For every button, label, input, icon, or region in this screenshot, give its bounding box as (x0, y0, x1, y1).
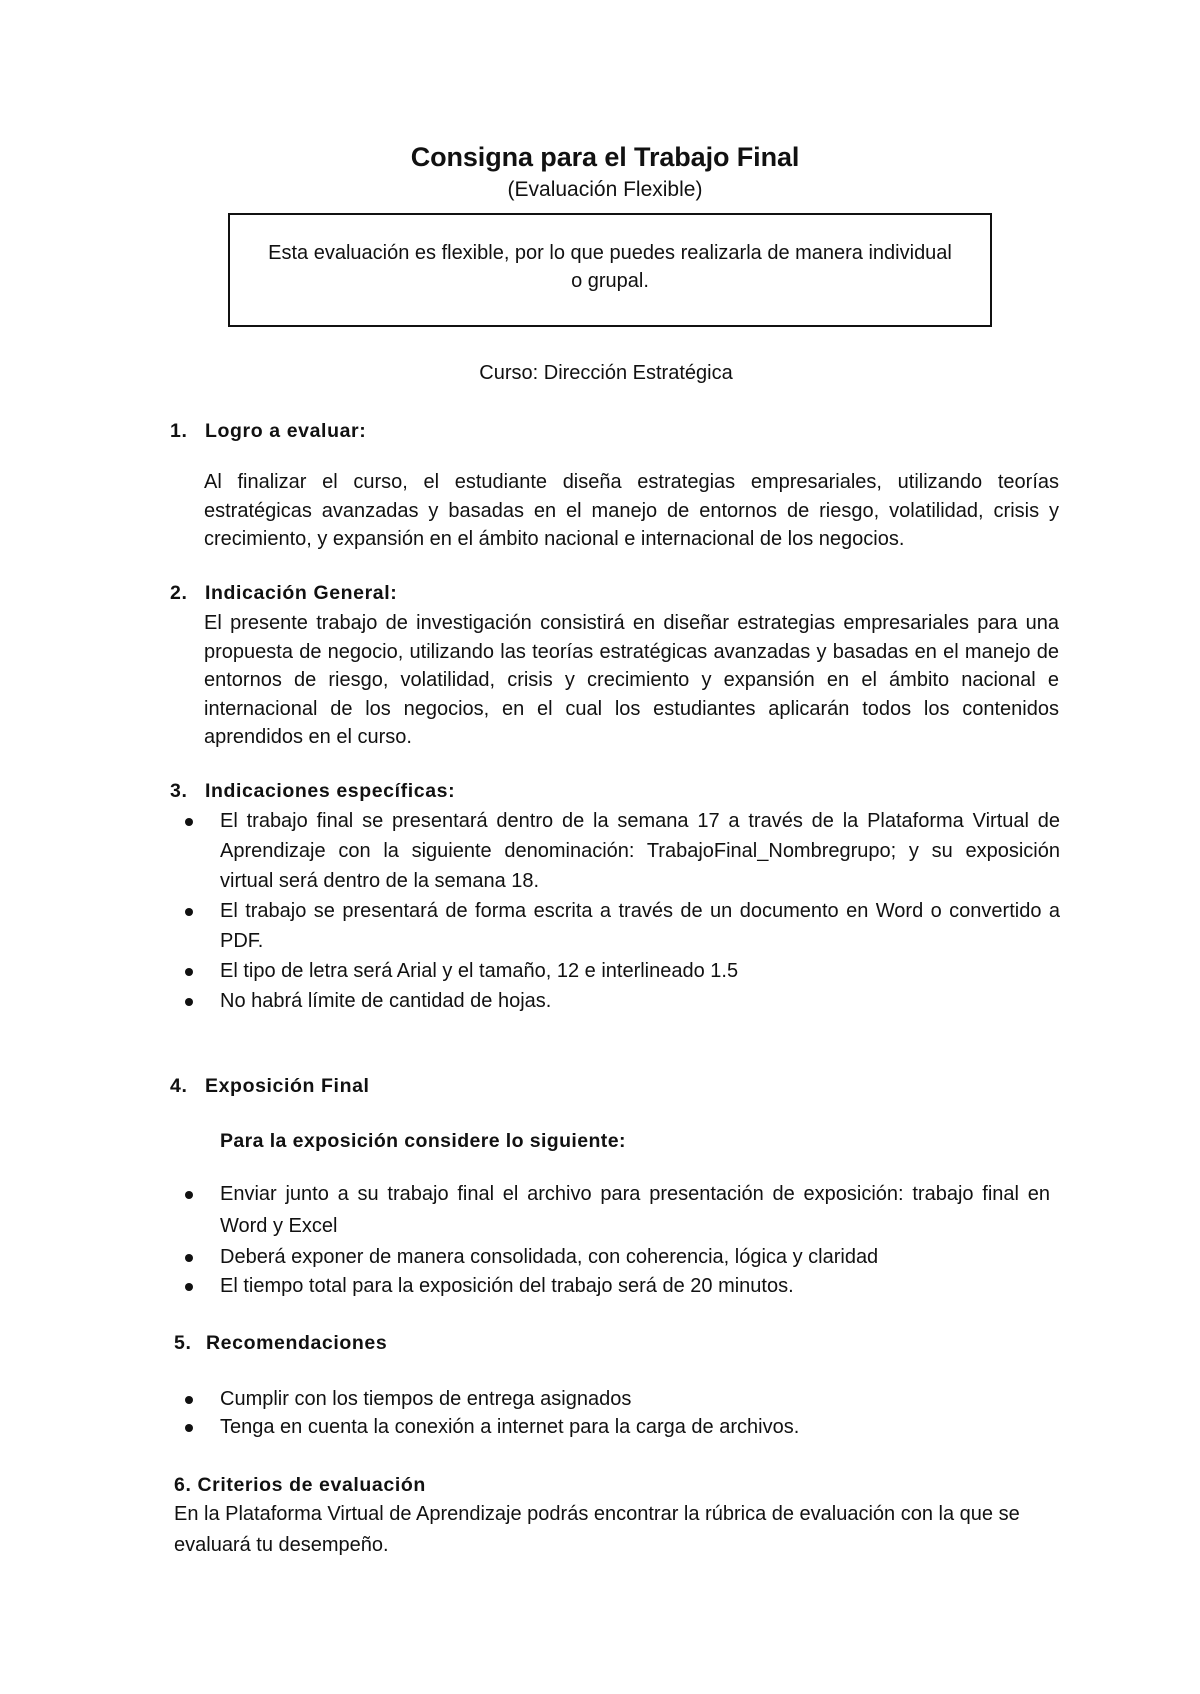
bullet-icon (185, 1254, 193, 1262)
list-item: No habrá límite de cantidad de hojas. (220, 986, 1060, 1016)
section-5-list (220, 1385, 1050, 1441)
list-item: El trabajo final se presentará dentro de la semana 17 a través de la Plataforma Virtual de Aprendizaje con la siguiente denominación: TrabajoFinal_Nombregrupo; y su exposición virtual será dentro de la semana 18. (220, 806, 1060, 896)
section-1-number: 1. (170, 420, 188, 442)
bullet-icon (185, 1424, 193, 1432)
document-title: Consigna para el Trabajo Final (410, 142, 800, 172)
list-item: El trabajo se presentará de forma escrita a través de un documento en Word o convertido a PDF. (220, 896, 1060, 956)
section-1-heading (170, 420, 366, 443)
bullet-icon (185, 1396, 193, 1404)
section-3-number: 3. (170, 780, 188, 802)
bullet-icon (185, 818, 193, 826)
section-1-title: Logro a evaluar: (205, 420, 367, 442)
section-2-heading (170, 582, 397, 605)
section-3-list (220, 806, 1060, 1016)
section-4-list (220, 1178, 1050, 1300)
section-2-body: El presente trabajo de investigación consistirá en diseñar estrategias empresariales para una propuesta de negocio, utilizando las teorías estratégicas avanzadas y basadas en el manejo de entornos de riesgo, volatilidad, crisis y crecimiento y expansión en el ámbito nacional e internacional de los negocios, en el cual los estudiantes aplicarán todos los contenidos aprendidos en el curso. (204, 612, 1059, 749)
section-2-number: 2. (170, 582, 188, 604)
section-5-number: 5. (174, 1332, 192, 1354)
bullet-icon (185, 1191, 193, 1199)
section-4-number: 4. (170, 1075, 188, 1097)
list-item: Enviar junto a su trabajo final el archivo para presentación de exposición: trabajo final en Word y Excel (220, 1178, 1050, 1242)
list-item: El tipo de letra será Arial y el tamaño, 12 e interlineado 1.5 (220, 956, 1060, 986)
list-item: El tiempo total para la exposición del trabajo será de 20 minutos. (220, 1272, 1050, 1300)
section-5-title: Recomendaciones (206, 1332, 388, 1354)
section-3-heading (170, 780, 455, 803)
section-2-title: Indicación General: (205, 582, 398, 604)
section-1-body: Al finalizar el curso, el estudiante diseña estrategias empresariales, utilizando teorías estratégicas avanzadas y basadas en el manejo de entornos de riesgo, volatilidad, crisis y crecimiento, y expansión en el ámbito nacional e internacional de los negocios. (204, 471, 1059, 551)
notice-text: Esta evaluación es flexible, por lo que puedes realizarla de manera individual o grupal. (268, 242, 952, 292)
bullet-icon (185, 968, 193, 976)
section-3-title: Indicaciones específicas: (205, 780, 456, 802)
bullet-icon (185, 1283, 193, 1291)
list-item: Cumplir con los tiempos de entrega asignados (220, 1385, 1050, 1413)
section-6-heading: 6. Criterios de evaluación (174, 1474, 426, 1496)
list-item: Deberá exponer de manera consolidada, con coherencia, lógica y claridad (220, 1242, 1050, 1272)
document-subtitle: (Evaluación Flexible) (507, 178, 703, 201)
section-4-subtitle: Para la exposición considere lo siguiente: (220, 1130, 626, 1152)
section-4-title: Exposición Final (205, 1075, 370, 1097)
section-5-heading (174, 1332, 387, 1355)
course-name: Curso: Dirección Estratégica (479, 362, 733, 384)
section-4-heading (170, 1075, 370, 1098)
bullet-icon (185, 998, 193, 1006)
list-item: Tenga en cuenta la conexión a internet para la carga de archivos. (220, 1413, 1050, 1441)
section-6-body: En la Plataforma Virtual de Aprendizaje podrás encontrar la rúbrica de evaluación con la que se evaluará tu desempeño. (174, 1503, 1020, 1556)
flexible-evaluation-notice (228, 213, 992, 327)
bullet-icon (185, 908, 193, 916)
